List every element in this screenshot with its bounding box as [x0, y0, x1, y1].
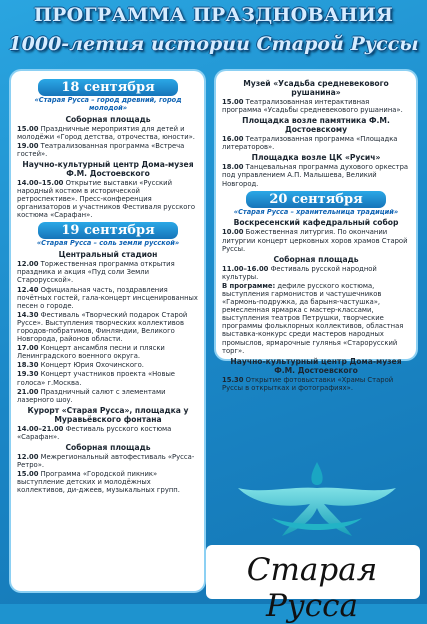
- venue-heading: Соборная площадь: [65, 443, 151, 453]
- event-time: 18.30: [17, 361, 39, 370]
- event-text: Фестиваль «Творческий подарок Старой Руссе». Выступления творческих коллективов городов-побратимов, Финляндии, Великого Новгорода, районов области.: [17, 310, 188, 344]
- event-text: Концерт Юрия Охочинского.: [38, 361, 144, 370]
- event-item: [222, 163, 410, 187]
- venue-heading: Центральный стадион: [58, 250, 158, 260]
- event-text: Официальная часть, поздравления почётных гостей, гала-концерт инсценированных песен о городе.: [17, 285, 198, 310]
- event-item: [17, 370, 199, 386]
- event-text: Фестиваль русского костюма «Сарафан».: [17, 424, 172, 441]
- event-time: 11.00–16.00: [222, 264, 269, 273]
- event-item: [222, 376, 410, 392]
- event-text: Торжественная программа открытия праздника и акция «Пуд соли Земли Старорусской».: [17, 260, 175, 285]
- event-text: Театрализованная интерактивная программа «Усадьбы средневекового рушанина».: [222, 98, 403, 115]
- day2-blocks: [17, 250, 199, 494]
- day1-blocks: [17, 115, 199, 220]
- event-item: [17, 179, 199, 219]
- event-time: 19.30: [17, 370, 39, 379]
- event-time: 21.00: [17, 387, 39, 396]
- event-text: Концерт участников проекта «Новые голоса» г.Москва.: [17, 370, 175, 387]
- event-time: 15.00: [17, 124, 39, 133]
- venue-heading: Соборная площадь: [65, 114, 151, 124]
- event-time: 14.00–21.00: [17, 424, 64, 433]
- poster-subtitle: 1000-летия истории Старой Руссы: [8, 33, 419, 55]
- event-text: Концерт ансамбля песни и пляски Ленинградского военного округа.: [17, 344, 165, 361]
- event-time: 15.30: [222, 375, 244, 384]
- event-text: дефиле русского костюма, выступления гармонистов и частушечников «Гармонь-подружка, да барыня-частушка», ремесленная ярмарка с мастер-классами, выступления театров Петрушки, творческие программы фольклорных коллективов, областная выставка-конкурс среди мастеров народных промыслов, ярмарочные гулянья «Старорусский торг».: [222, 281, 404, 355]
- event-item: [17, 286, 199, 310]
- event-text: Фестиваль русской народной культуры.: [222, 264, 377, 281]
- event-time: 15.00: [222, 98, 244, 106]
- event-item: [17, 344, 199, 360]
- event-item: [17, 311, 199, 343]
- event-time: 14.00–15.00: [17, 178, 64, 187]
- venue-heading: Музей «Усадьба средневекового рушанина»: [243, 79, 389, 97]
- event-time: 15.00: [17, 470, 39, 479]
- date-badge-20: 20 сентября: [246, 191, 386, 208]
- right-column: [222, 77, 410, 393]
- poster-title: ПРОГРАММА ПРАЗДНОВАНИЯ: [33, 4, 394, 26]
- event-item: [222, 228, 410, 252]
- event-time: 10.00: [222, 228, 244, 237]
- day-subtitle: «Старая Русса – соль земли русской»: [36, 239, 180, 248]
- event-item: [17, 470, 199, 494]
- event-item: [17, 425, 199, 441]
- event-time: 14.30: [17, 310, 39, 319]
- day-subtitle: «Старая Русса – город древний, город молодой»: [34, 96, 182, 112]
- date-badge-19: 19 сентября: [38, 222, 178, 239]
- event-item: [222, 135, 410, 151]
- event-item: [222, 98, 410, 114]
- event-text: Межрегиональный автофестиваль «Русса-Ретро».: [17, 453, 195, 470]
- event-time: 19.00: [17, 141, 39, 150]
- venue-heading: Научно-культурный центр Дома-музея Ф.М. Достоевского: [230, 356, 402, 375]
- event-text: Божественная литургия. По окончании литургии концерт церковных хоров храмов Старой Руссы.: [222, 228, 408, 253]
- event-item: [222, 282, 410, 355]
- event-item: [17, 388, 199, 404]
- event-time: 17.00: [17, 344, 39, 353]
- event-time: 16.00: [222, 135, 244, 144]
- event-text: Танцевальная программа духового оркестра под управлением А.П. Малышева, Великий Новгород.: [222, 163, 409, 188]
- event-text: Открытие фотовыставки «Храмы Старой Руссы в открытках и фотографиях».: [222, 375, 394, 392]
- event-item: [17, 453, 199, 469]
- day3-blocks: [222, 218, 410, 392]
- event-item: [222, 265, 410, 281]
- event-text: Программа «Городской пикник» выступление детских и молодёжных коллективов, ди-джеев, музыкальных групп.: [17, 470, 180, 495]
- event-text: Театрализованная программа «Встреча гостей».: [17, 141, 185, 158]
- brand-name: Старая Русса: [246, 552, 378, 624]
- event-item: [17, 361, 199, 369]
- venue-heading: Площадка возле памятника Ф.М. Достоевскому: [242, 116, 390, 135]
- venue-heading: Площадка возле ЦК «Русич»: [251, 153, 381, 163]
- left-column: [17, 79, 199, 495]
- event-text: Праздничные мероприятия для детей и молодёжи «Город детства, отрочества, юности».: [17, 124, 195, 141]
- venue-heading: Воскресенский кафедральный собор: [233, 218, 399, 228]
- day-subtitle: «Старая Русса – хранительница традиций»: [233, 207, 399, 216]
- event-item: [17, 142, 199, 158]
- venue-heading: Научно-культурный центр Дома-музея Ф.М. Достоевского: [22, 159, 194, 178]
- event-text: Открытие выставки «Русский народный костюм в исторической ретроспективе». Пресс-конференция организаторов и участников Фестиваля русского костюма «Сарафан».: [17, 178, 196, 220]
- event-time: 12.40: [17, 285, 39, 294]
- event-time: 12.00: [17, 260, 39, 269]
- event-time: 12.00: [17, 453, 39, 462]
- event-item: [17, 125, 199, 141]
- venue-heading: Курорт «Старая Русса», площадка у Муравьёвского фонтана: [27, 405, 189, 424]
- right-top-blocks: [222, 79, 410, 188]
- bird-logo-icon: [232, 458, 402, 548]
- event-text: Праздничный салют с элементами лазерного шоу.: [17, 387, 166, 404]
- venue-heading: Соборная площадь: [273, 254, 359, 264]
- event-time: 18.00: [222, 163, 244, 172]
- event-time: В программе:: [222, 281, 276, 290]
- event-item: [17, 260, 199, 284]
- event-text: Театрализованная программа «Площадка литераторов».: [222, 135, 398, 152]
- date-badge-18: 18 сентября: [38, 79, 178, 96]
